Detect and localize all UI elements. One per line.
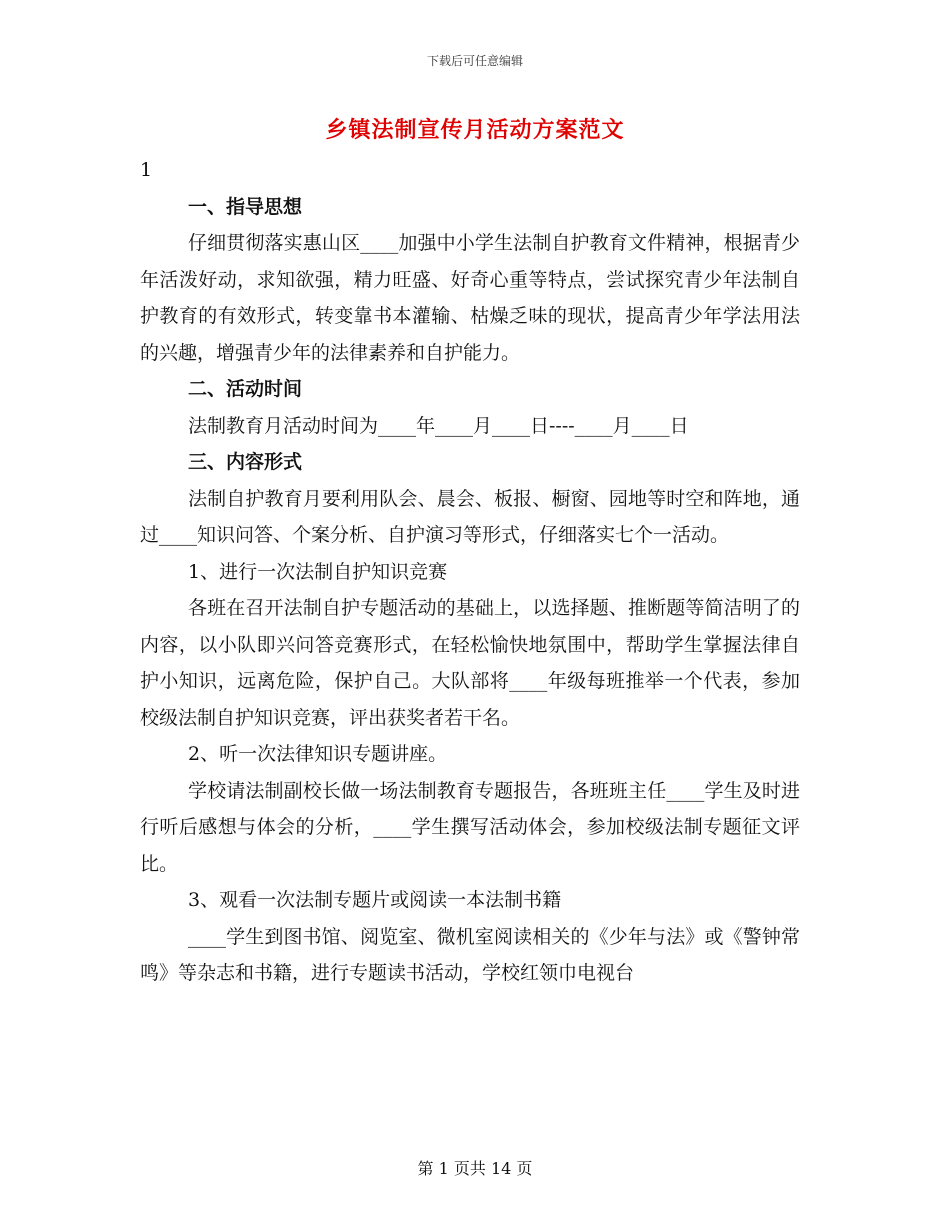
item-heading-2: 2、听一次法律知识专题讲座。 <box>188 743 448 765</box>
paragraph-guiding-thought: 仔细贯彻落实惠山区____加强中小学生法制自护教育文件精神，根据青少年活泼好动，求知欲强，精力旺盛、好奇心重等特点，尝试探究青少年法制自护教育的有效形式，转变靠书本灌输、枯燥乏味的现状，提高青少年学法用法的兴趣，增强青少年的法律素养和自护能力。 <box>140 232 800 364</box>
section-heading-content-form: 三、内容形式 <box>188 451 303 473</box>
paragraph-activity-time: 法制教育月活动时间为____年____月____日----____月____日 <box>188 414 689 437</box>
paragraph-content-form: 法制自护教育月要利用队会、晨会、板报、橱窗、园地等时空和阵地，通过____知识问答、个案分析、自护演习等形式，仔细落实七个一活动。 <box>140 487 800 546</box>
document-title: 乡镇法制宣传月活动方案范文 <box>325 117 625 143</box>
paragraph-item-3: ____学生到图书馆、阅览室、微机室阅读相关的《少年与法》或《警钟常鸣》等杂志和书籍，进行专题读书活动，学校红领巾电视台 <box>140 925 800 984</box>
section-heading-guiding-thought: 一、指导思想 <box>188 195 303 218</box>
paragraph-item-2: 学校请法制副校长做一场法制教育专题报告，各班班主任____学生及时进行听后感想与体会的分析，____学生撰写活动体会，参加校级法制专题征文评比。 <box>140 779 800 875</box>
paragraph-item-1: 各班在召开法制自护专题活动的基础上，以选择题、推断题等简洁明了的内容，以小队即兴问答竞赛形式，在轻松愉快地氛围中，帮助学生掌握法律自护小知识，远离危险，保护自己。大队部将____年级每班推举一个代表，参加校级法制自护知识竞赛，评出获奖者若干名。 <box>140 597 800 729</box>
page-footer: 第 1 页共 14 页 <box>417 1159 533 1178</box>
doc-number: 1 <box>140 159 153 181</box>
header-note: 下载后可任意编辑 <box>426 54 523 68</box>
document-body <box>140 152 800 992</box>
item-heading-3: 3、观看一次法制专题片或阅读一本法制书籍 <box>188 889 562 911</box>
item-heading-1: 1、进行一次法制自护知识竞赛 <box>188 560 448 583</box>
section-heading-activity-time: 二、活动时间 <box>188 378 303 400</box>
